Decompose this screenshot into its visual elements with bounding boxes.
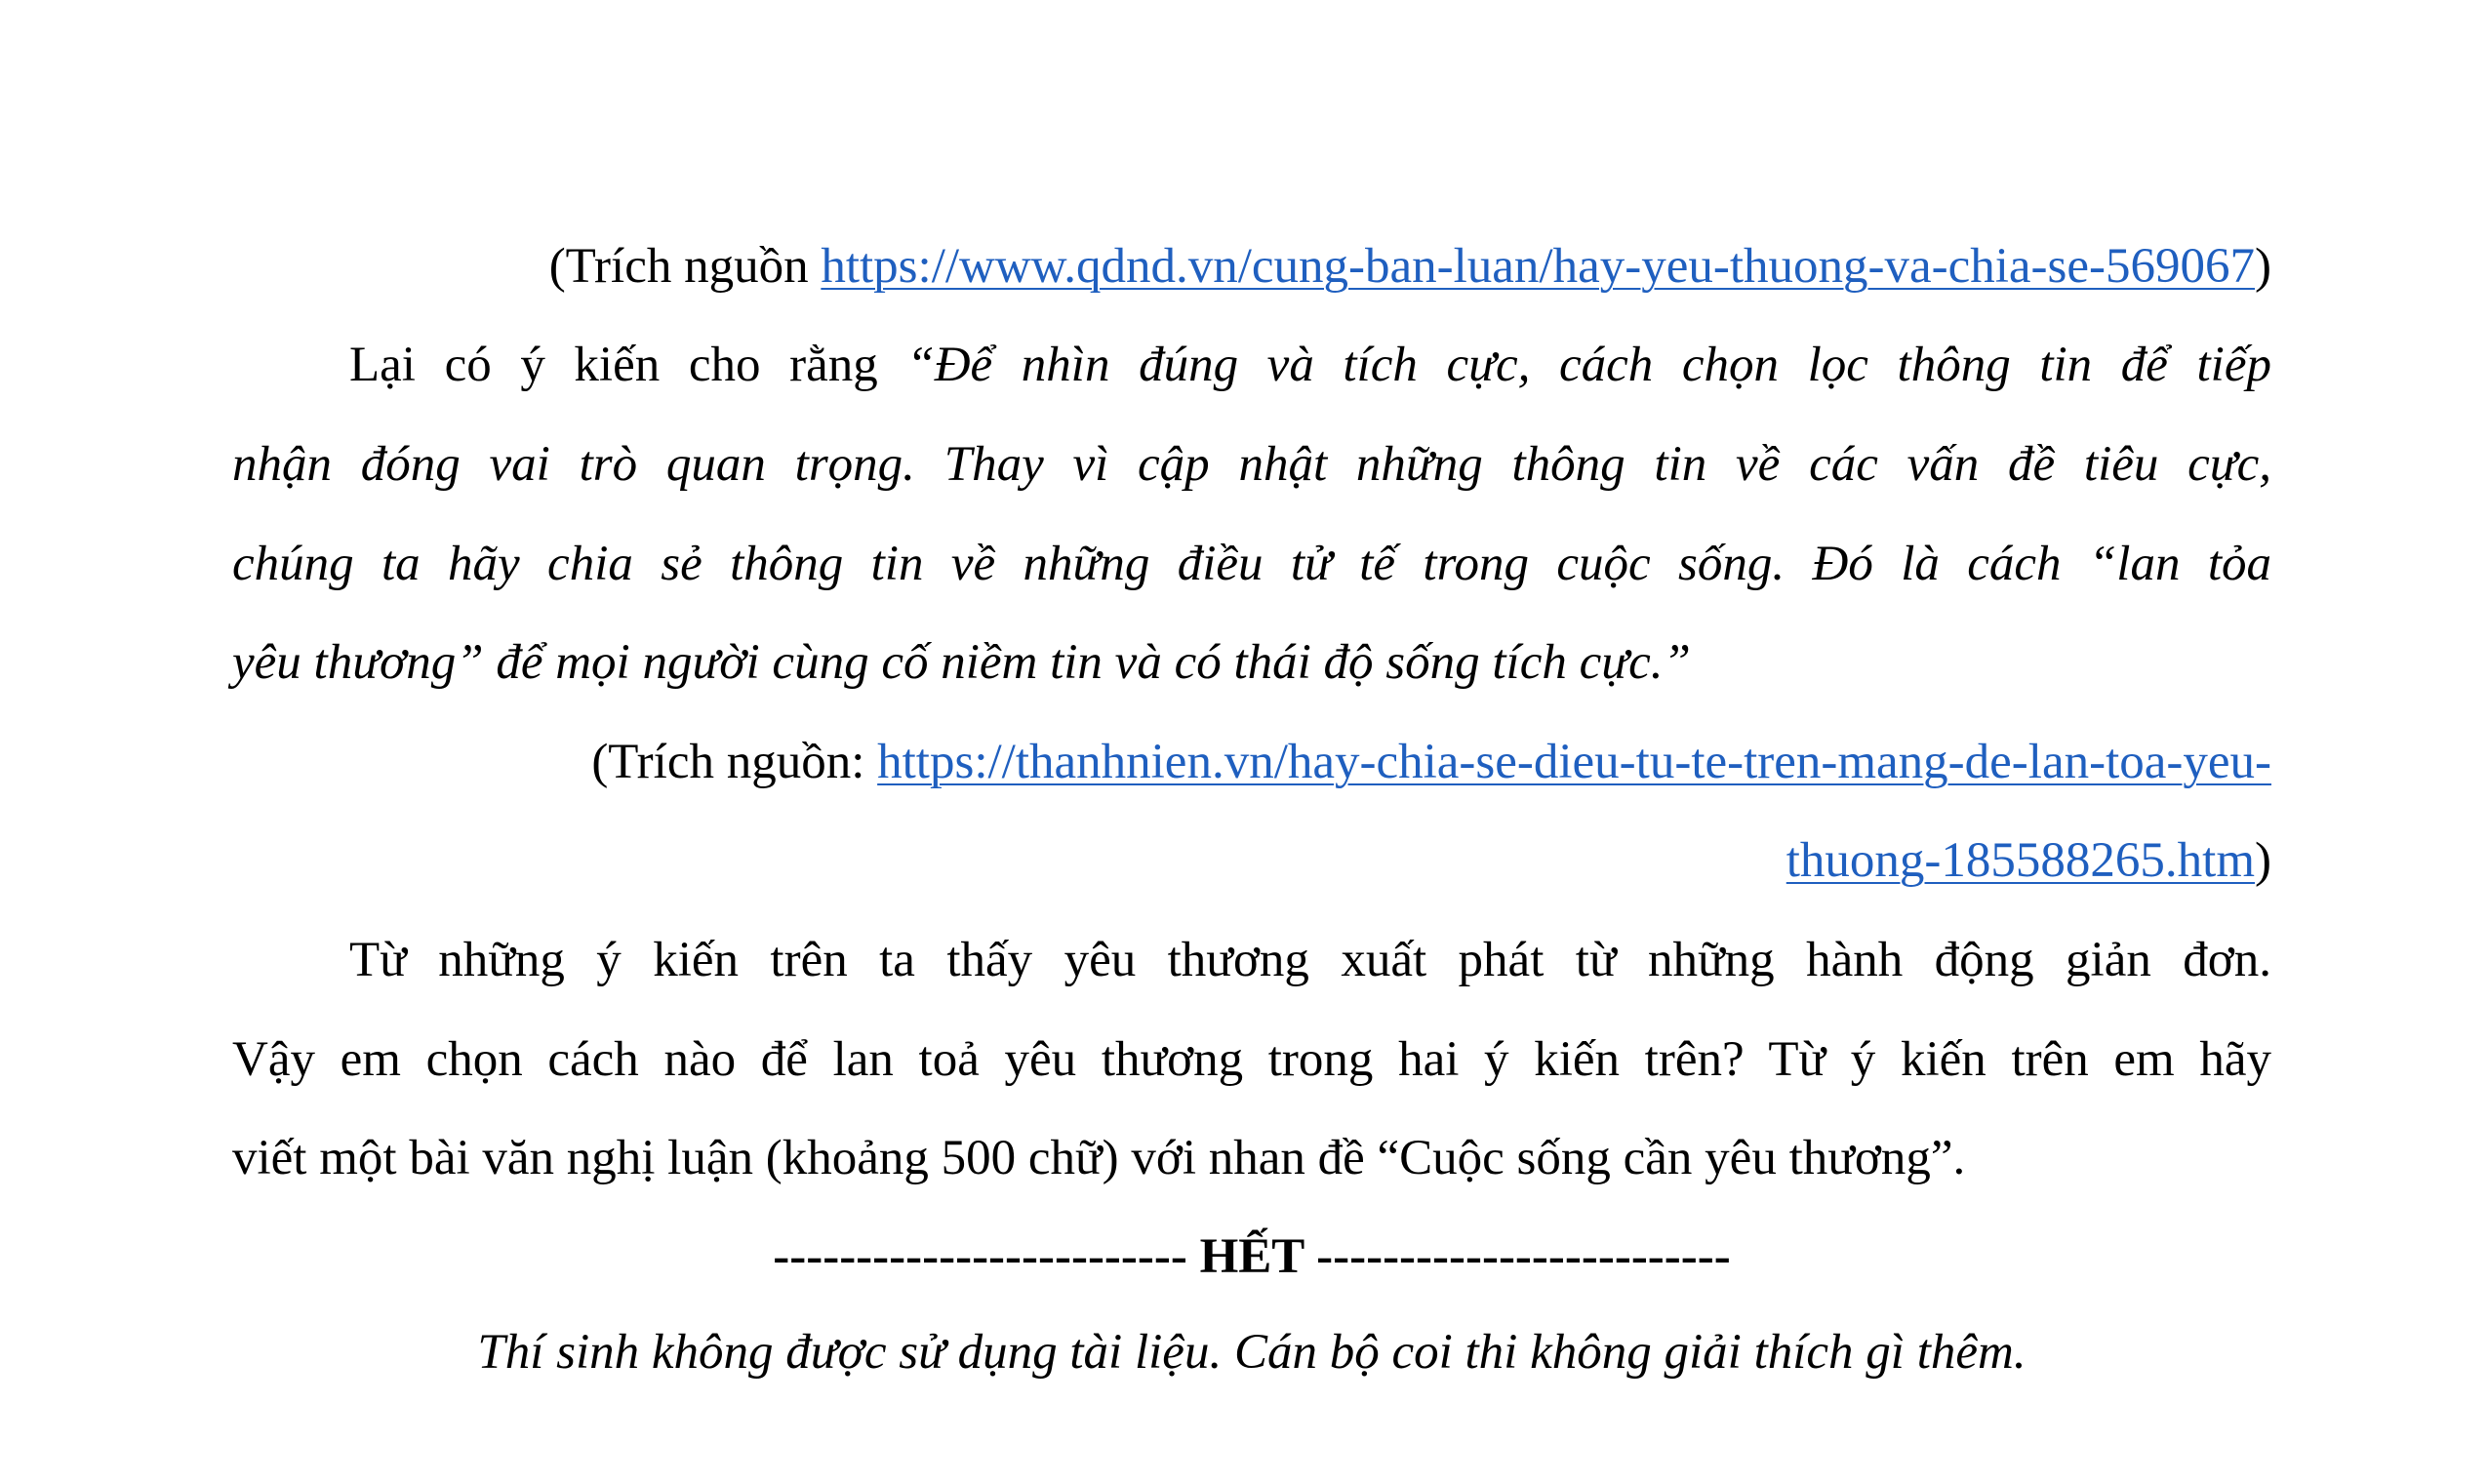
task-line-1: Từ những ý kiến trên ta thấy yêu thương xuất phát từ những hành động giản đơn. [349,933,2271,987]
source-link-2-part-1[interactable]: https://thanhnien.vn/hay-chia-se-dieu-tu-te-tren-mang-de-lan-toa-yeu- [877,735,2271,789]
source-link-1[interactable]: https://www.qdnd.vn/cung-ban-luan/hay-yeu-thuong-va-chia-se-569067 [821,239,2256,294]
opinion-2-quote-start: “Để nhìn đúng và tích cực, cách chọn lọc thông tin để tiếp [906,338,2271,392]
opinion-2-line-1 [232,336,2271,394]
source-citation-2-prefix: (Trích nguồn: [591,735,878,789]
task-line-3: viết một bài văn nghị luận (khoảng 500 chữ) với nhan đề “Cuộc sống cần yêu thương”. [232,1131,1966,1185]
source-citation-2-suffix: ) [2255,833,2271,888]
opinion-2-line-2: nhận đóng vai trò quan trọng. Thay vì cập nhật những thông tin về các vấn đề tiêu cực, [232,437,2271,492]
source-citation-2-line-2 [232,831,2271,890]
opinion-2-line-3: chúng ta hãy chia sẻ thông tin về những điều tử tế trong cuộc sống. Đó là cách “lan tỏa [232,537,2271,591]
source-citation-2-line-1 [232,733,2271,791]
source-citation-1-suffix: ) [2255,239,2271,294]
footer-note: Thí sinh không được sử dụng tài liệu. Cán bộ coi thi không giải thích gì thêm. [477,1325,2027,1380]
end-marker: ------------------------- HẾT ------------------------- [773,1229,1731,1284]
opinion-2-line-4: yêu thương” để mọi người cùng cố niềm tin và có thái độ sống tích cực.” [232,635,1691,690]
task-line-2: Vậy em chọn cách nào để lan toả yêu thương trong hai ý kiến trên? Từ ý kiến trên em hãy [232,1032,2271,1087]
opinion-2-lead: Lại có ý kiến cho rằng [349,338,907,392]
source-link-2-part-2[interactable]: thuong-185588265.htm [1786,833,2256,888]
source-citation-1-prefix: (Trích nguồn [548,239,822,294]
source-citation-1 [232,237,2271,296]
